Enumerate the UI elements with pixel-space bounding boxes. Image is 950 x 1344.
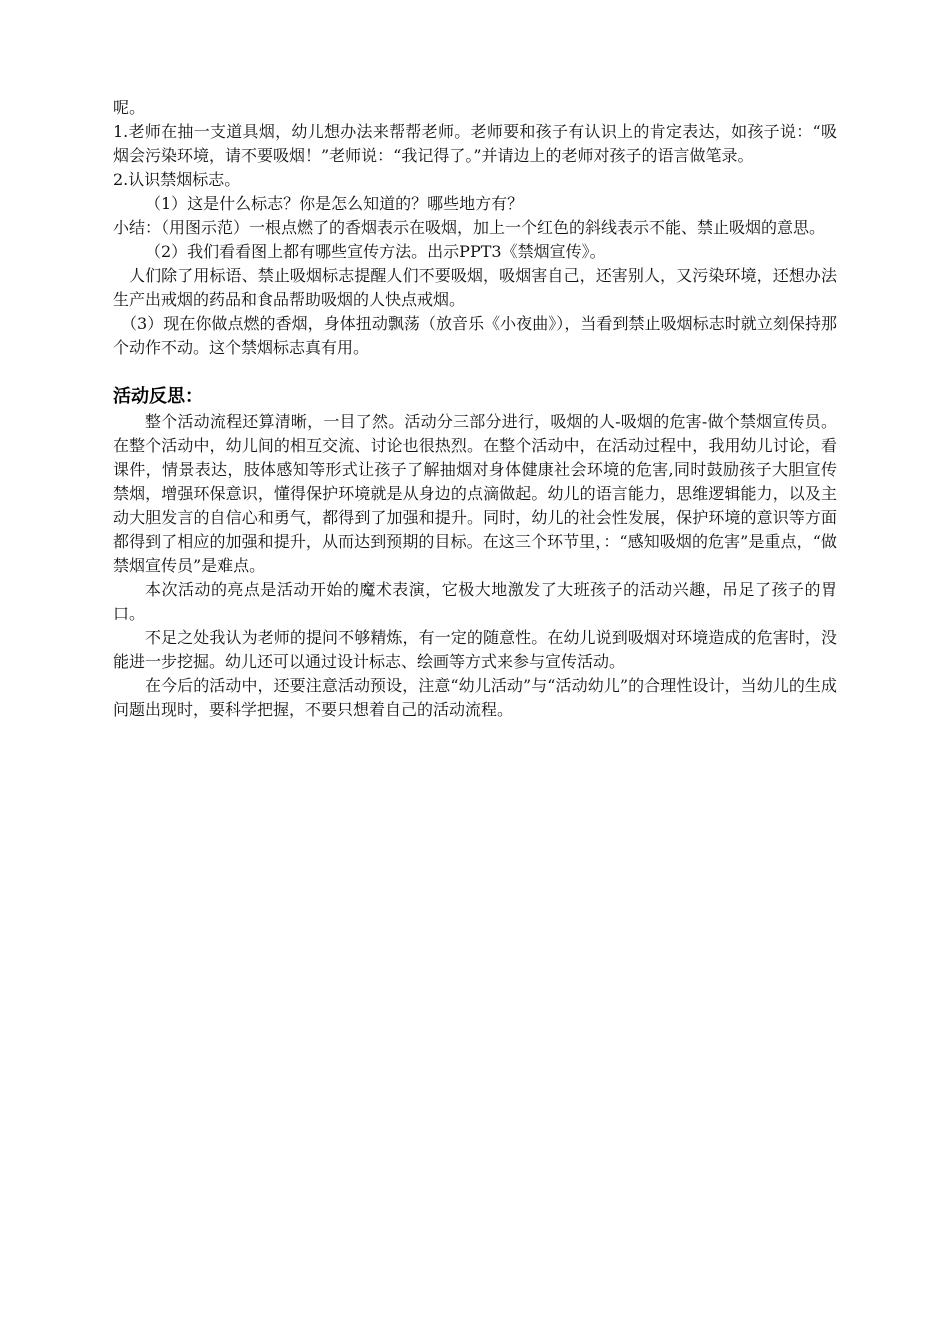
question-2-text: （2）我们看看图上都有哪些宣传方法。出示PPT3《禁烟宣传》。	[145, 242, 606, 261]
text-line-continuation: 呢。	[113, 98, 146, 117]
explanation-text: 人们除了用标语、禁止吸烟标志提醒人们不要吸烟，吸烟害自己，还害别人，又污染环境，还想办法生产出戒烟的药品和食品帮助吸烟的人快点戒烟。	[113, 266, 837, 309]
reflection-heading: 活动反思：	[113, 386, 203, 407]
step-1-text: 1.老师在抽一支道具烟，幼儿想办法来帮帮老师。老师要和孩子有认识上的肯定表达，如孩子说：“吸烟会污染环境，请不要吸烟！”老师说：“我记得了。”并请边上的老师对孩子的语言做笔录。	[113, 122, 837, 165]
document-body	[113, 96, 837, 722]
summary-text: 小结：（用图示范）一根点燃了的香烟表示在吸烟，加上一个红色的斜线表示不能、禁止吸烟的意思。	[113, 218, 826, 237]
reflection-paragraph: 不足之处我认为老师的提问不够精炼，有一定的随意性。在幼儿说到吸烟对环境造成的危害时，没能进一步挖掘。幼儿还可以通过设计标志、绘画等方式来参与宣传活动。	[113, 628, 837, 671]
step-2-text: 2.认识禁烟标志。	[113, 170, 241, 189]
reflection-paragraph: 整个活动流程还算清晰，一目了然。活动分三部分进行，吸烟的人-吸烟的危害-做个禁烟宣传员。在整个活动中，幼儿间的相互交流、讨论也很热烈。在整个活动中，在活动过程中，我用幼儿讨论，看课件，情景表达，肢体感知等形式让孩子了解抽烟对身体健康社会环境的危害,同时鼓励孩子大胆宣传禁烟，增强环保意识，懂得保护环境就是从身边的点滴做起。幼儿的语言能力，思维逻辑能力，以及主动大胆发言的自信心和勇气，都得到了加强和提升。同时，幼儿的社会性发展，保护环境的意识等方面都得到了相应的加强和提升，从而达到预期的目标。在这三个环节里，：“感知吸烟的危害”是重点，“做禁烟宣传员”是难点。	[113, 412, 837, 575]
reflection-paragraph: 本次活动的亮点是活动开始的魔术表演，它极大地激发了大班孩子的活动兴趣，吊足了孩子的胃口。	[113, 580, 837, 623]
question-3-text: （3）现在你做点燃的香烟，身体扭动飘荡（放音乐《小夜曲》），当看到禁止吸烟标志时就立刻保持那个动作不动。这个禁烟标志真有用。	[113, 314, 837, 357]
question-1-text: （1）这是什么标志？你是怎么知道的？哪些地方有？	[145, 194, 524, 213]
reflection-paragraph: 在今后的活动中，还要注意活动预设，注意“幼儿活动”与“活动幼儿”的合理性设计，当幼儿的生成问题出现时，要科学把握，不要只想着自己的活动流程。	[113, 676, 837, 719]
